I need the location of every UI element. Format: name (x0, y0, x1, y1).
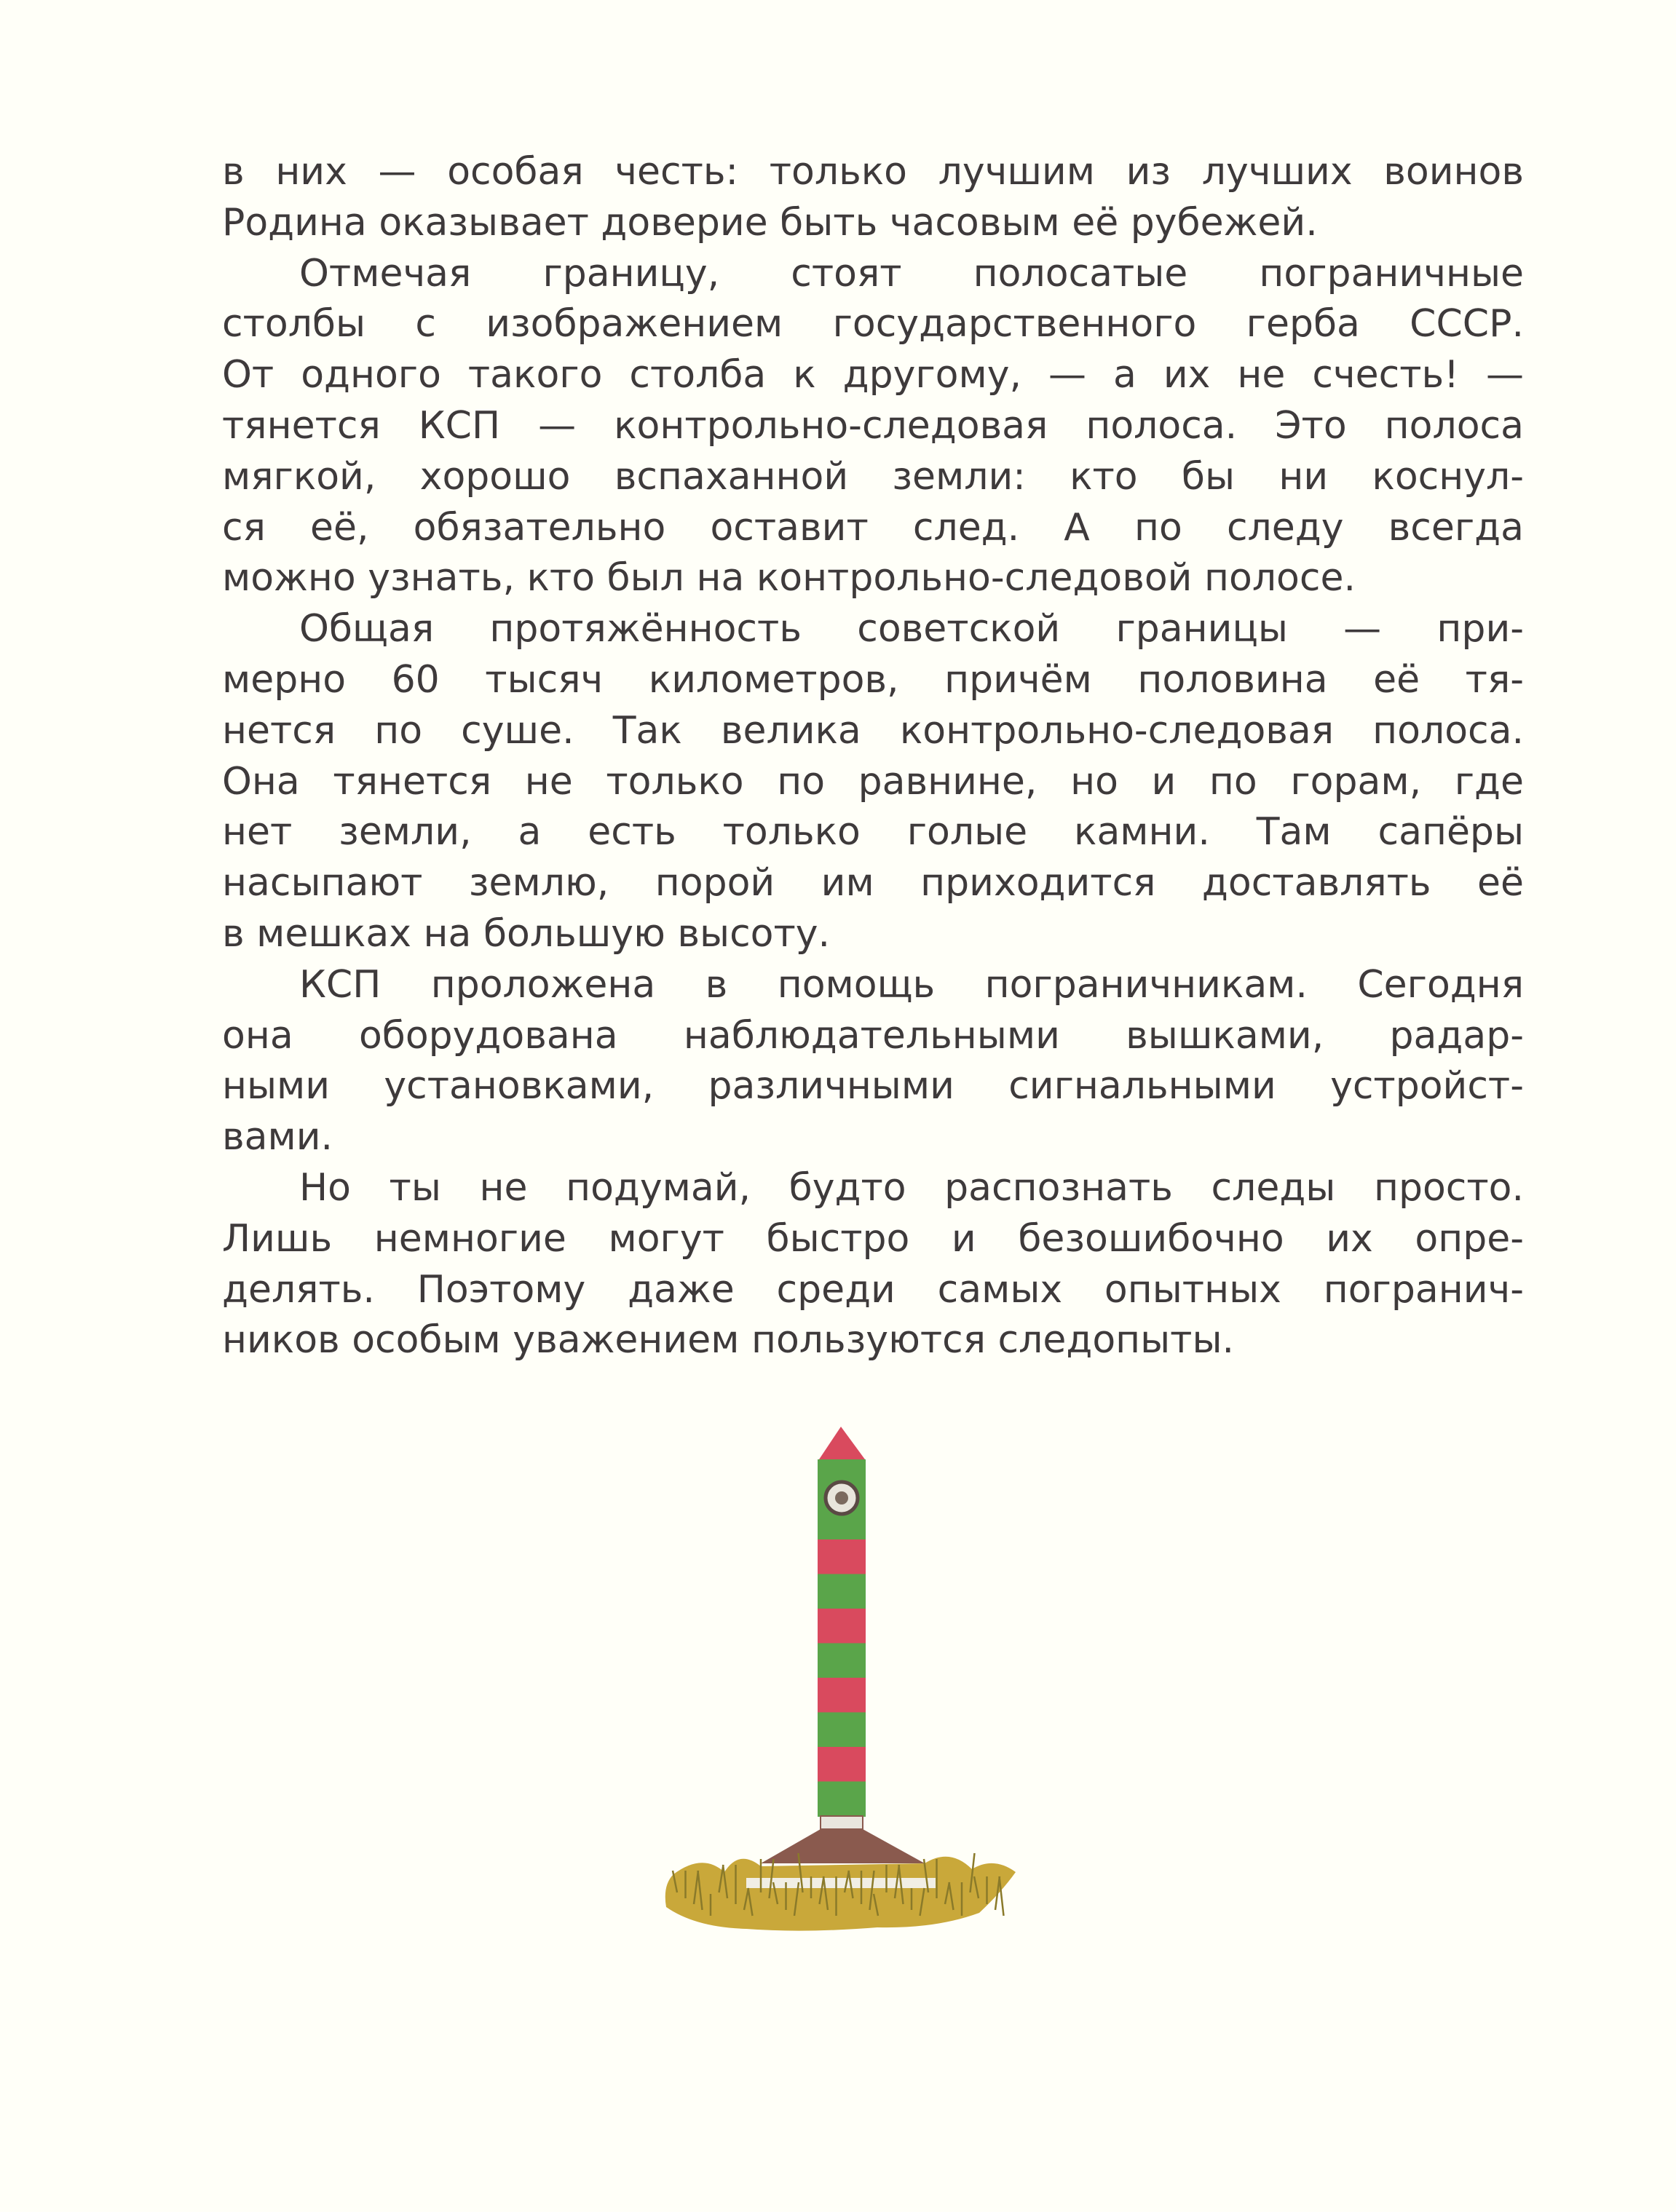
post-stripe (818, 1539, 866, 1575)
text-line: она оборудована наблюдательными вышками, радар- (222, 1013, 1524, 1058)
text-line: нет земли, а есть только голые камни. Там сапёры (222, 810, 1524, 855)
text-line: От одного такого столба к другому, — а их не счесть! — (222, 353, 1524, 397)
post-stripe (818, 1609, 866, 1644)
paragraph (222, 604, 1524, 960)
text-line: в мешках на большую высоту. (222, 911, 831, 956)
border-post-icon (659, 1427, 1023, 1951)
post-stripe (818, 1644, 866, 1679)
post-base (761, 1829, 925, 1863)
paragraph (222, 960, 1524, 1163)
text-line: Лишь немногие могут быстро и безошибочно их опре- (222, 1216, 1524, 1261)
text-line: Но ты не подумай, будто распознать следы просто. (299, 1165, 1524, 1210)
post-stripe (818, 1574, 866, 1610)
paragraph (222, 147, 1524, 249)
body-text (222, 147, 1524, 1366)
post-collar (821, 1816, 863, 1829)
text-line: Общая протяжённость советской границы — при- (299, 607, 1524, 651)
text-line: ся её, обязательно оставит след. А по следу всегда (222, 505, 1524, 550)
text-line: нется по суше. Так велика контрольно-следовая полоса. (222, 708, 1524, 753)
text-line: ников особым уважением пользуются следопыты. (222, 1318, 1235, 1363)
text-line: вами. (222, 1115, 333, 1159)
text-line: Отмечая границу, стоят полосатые пограничные (299, 251, 1524, 296)
text-line: можно узнать, кто был на контрольно-следовой полосе. (222, 556, 1356, 600)
post-stripe (818, 1713, 866, 1748)
post-tip (819, 1427, 865, 1459)
text-line: КСП проложена в помощь пограничникам. Сегодня (299, 962, 1524, 1007)
paragraph (222, 249, 1524, 605)
text-line: столбы с изображением государственного герба СССР. (222, 302, 1524, 346)
paragraph (222, 1163, 1524, 1366)
text-line: мерно 60 тысяч километров, причём половина её тя- (222, 657, 1524, 702)
text-line: делять. Поэтому даже среди самых опытных погранич- (222, 1267, 1524, 1312)
grass-patch (665, 1857, 1016, 1931)
text-line: насыпают землю, порой им приходится доставлять её (222, 861, 1524, 905)
text-line: Она тянется не только по равнине, но и по горам, где (222, 759, 1524, 804)
post-stripe (818, 1678, 866, 1713)
coat-of-arms-center (835, 1491, 848, 1505)
text-line: в них — особая честь: только лучшим из лучших воинов (222, 150, 1524, 194)
text-line: Родина оказывает доверие быть часовым её рубежей. (222, 200, 1318, 245)
text-line: тянется КСП — контрольно-следовая полоса. Это полоса (222, 403, 1524, 448)
text-line: мягкой, хорошо вспаханной земли: кто бы ни коснул- (222, 454, 1524, 499)
post-stripe (818, 1747, 866, 1783)
text-line: ными установками, различными сигнальными устройст- (222, 1064, 1524, 1109)
post-stripe (818, 1782, 866, 1817)
